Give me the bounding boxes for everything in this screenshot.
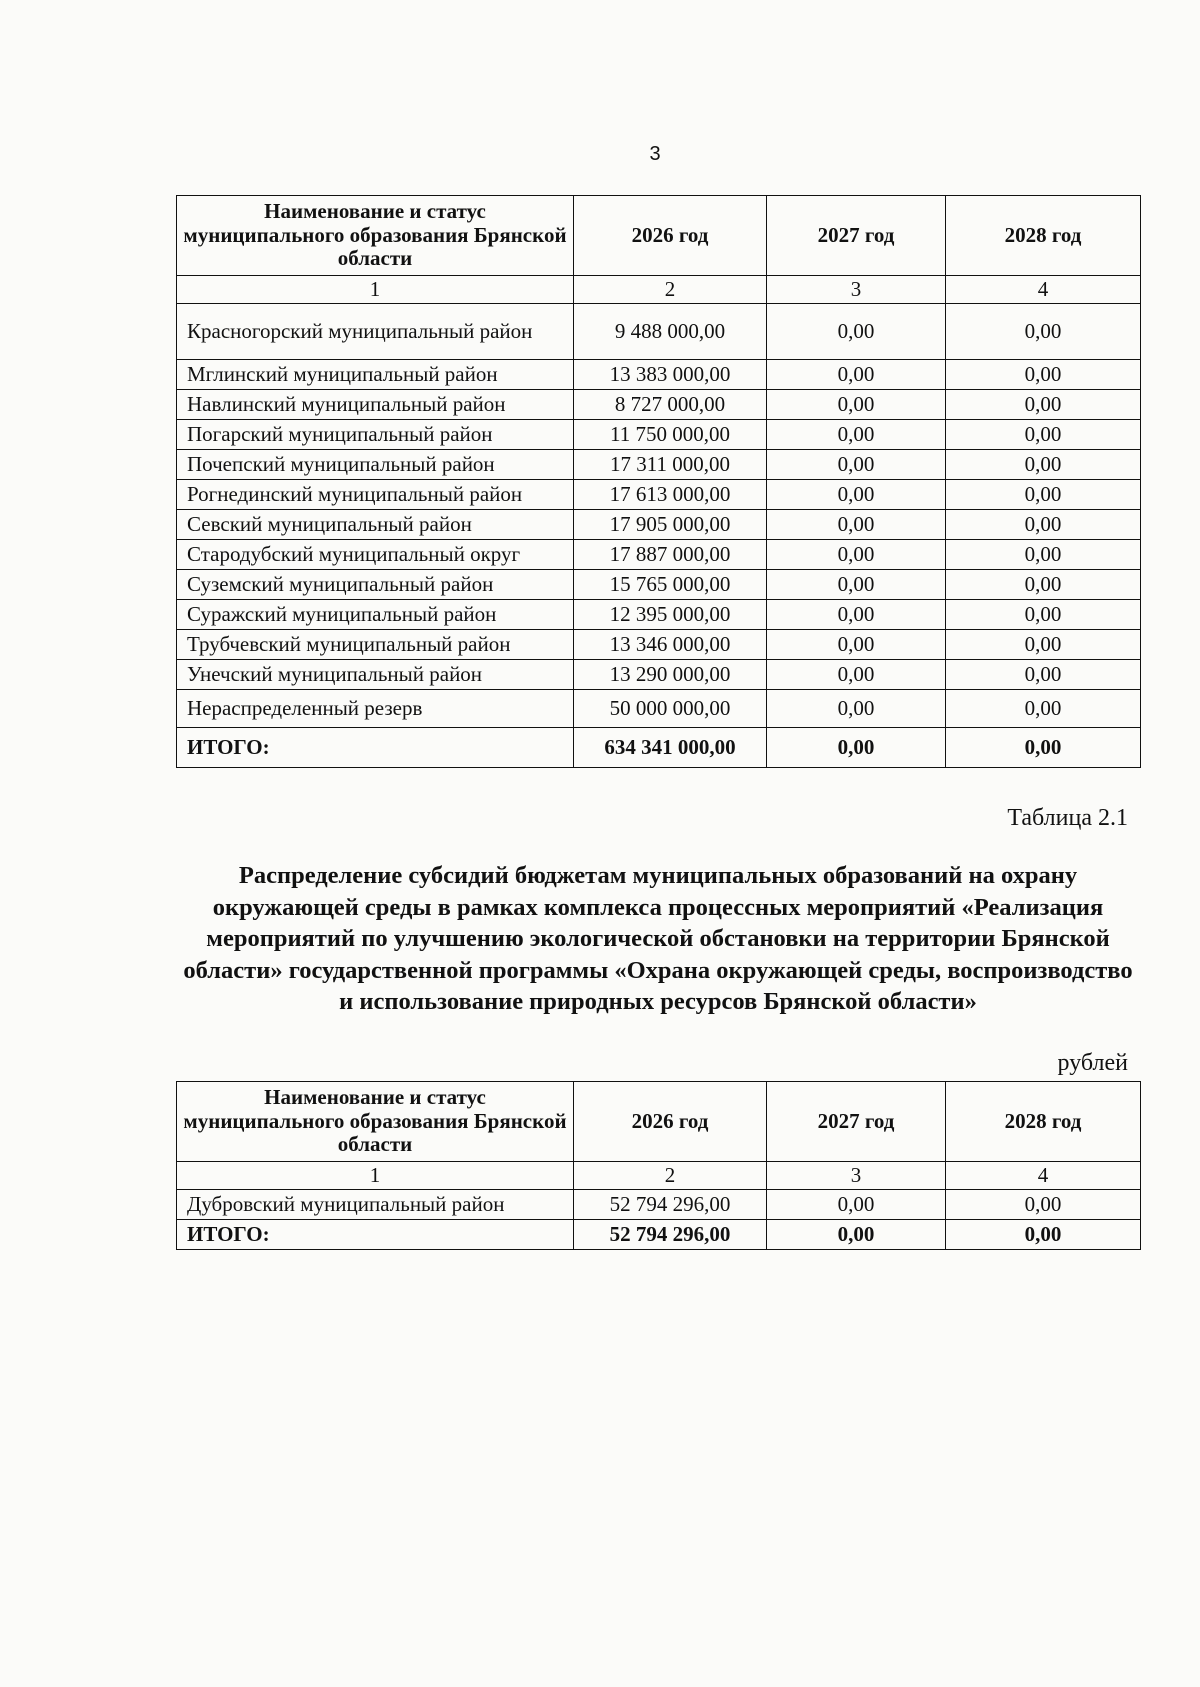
value-2027-cell: 0,00 (767, 390, 946, 420)
value-2028-cell: 0,00 (946, 1190, 1141, 1220)
header-2028: 2028 год (946, 1082, 1141, 1162)
total-label: ИТОГО: (177, 728, 574, 768)
value-2028-cell: 0,00 (946, 630, 1141, 660)
total-label: ИТОГО: (177, 1220, 574, 1250)
municipality-cell: Навлинский муниципальный район (177, 390, 574, 420)
total-2026: 52 794 296,00 (574, 1220, 767, 1250)
header-municipality: Наименование и статус муниципального образования Брянской области (177, 1082, 574, 1162)
value-2027-cell: 0,00 (767, 570, 946, 600)
total-row (177, 728, 1141, 768)
total-2026: 634 341 000,00 (574, 728, 767, 768)
column-index-row (177, 276, 1141, 304)
value-2027-cell: 0,00 (767, 360, 946, 390)
value-2028-cell: 0,00 (946, 450, 1141, 480)
municipality-cell: Суражский муниципальный район (177, 600, 574, 630)
value-2028-cell: 0,00 (946, 510, 1141, 540)
municipality-cell: Рогнединский муниципальный район (177, 480, 574, 510)
table-row (177, 304, 1141, 360)
distribution-table-2 (176, 1081, 1141, 1250)
table-header-row (177, 1082, 1141, 1162)
total-2028: 0,00 (946, 728, 1141, 768)
value-2027-cell: 0,00 (767, 480, 946, 510)
value-2026-cell: 17 887 000,00 (574, 540, 767, 570)
value-2028-cell: 0,00 (946, 360, 1141, 390)
table-row (177, 360, 1141, 390)
value-2027-cell: 0,00 (767, 690, 946, 728)
table-row (177, 570, 1141, 600)
value-2026-cell: 9 488 000,00 (574, 304, 767, 360)
value-2027-cell: 0,00 (767, 540, 946, 570)
header-2027: 2027 год (767, 1082, 946, 1162)
unit-label: рублей (1057, 1050, 1128, 1076)
value-2027-cell: 0,00 (767, 304, 946, 360)
value-2027-cell: 0,00 (767, 600, 946, 630)
index-cell: 4 (946, 276, 1141, 304)
municipality-cell: Почепский муниципальный район (177, 450, 574, 480)
municipality-cell: Трубчевский муниципальный район (177, 630, 574, 660)
value-2028-cell: 0,00 (946, 570, 1141, 600)
table-row (177, 450, 1141, 480)
value-2026-cell: 17 905 000,00 (574, 510, 767, 540)
value-2026-cell: 11 750 000,00 (574, 420, 767, 450)
municipality-cell: Нераспределенный резерв (177, 690, 574, 728)
table-row (177, 510, 1141, 540)
table-row (177, 630, 1141, 660)
value-2026-cell: 17 613 000,00 (574, 480, 767, 510)
value-2028-cell: 0,00 (946, 480, 1141, 510)
index-cell: 2 (574, 276, 767, 304)
municipality-cell: Погарский муниципальный район (177, 420, 574, 450)
total-2028: 0,00 (946, 1220, 1141, 1250)
index-cell: 1 (177, 276, 574, 304)
table-row (177, 390, 1141, 420)
index-cell: 3 (767, 1162, 946, 1190)
index-cell: 2 (574, 1162, 767, 1190)
total-row (177, 1220, 1141, 1250)
value-2026-cell: 12 395 000,00 (574, 600, 767, 630)
value-2027-cell: 0,00 (767, 660, 946, 690)
table-row (177, 480, 1141, 510)
municipality-cell: Стародубский муниципальный округ (177, 540, 574, 570)
header-municipality: Наименование и статус муниципального образования Брянской области (177, 196, 574, 276)
total-2027: 0,00 (767, 728, 946, 768)
municipality-cell: Мглинский муниципальный район (177, 360, 574, 390)
table-row (177, 690, 1141, 728)
value-2027-cell: 0,00 (767, 420, 946, 450)
table-row (177, 540, 1141, 570)
value-2028-cell: 0,00 (946, 540, 1141, 570)
municipality-cell: Суземский муниципальный район (177, 570, 574, 600)
table-title: Распределение субсидий бюджетам муниципальных образований на охрану окружающей среды в рамках комплекса процессных мероприятий «Реализация мероприятий по улучшению экологической обстановки на территории Брянской области» государственной программы «Охрана окружающей среды, воспроизводство и использование природных ресурсов Брянской области» (183, 862, 1133, 1015)
total-2027: 0,00 (767, 1220, 946, 1250)
index-cell: 1 (177, 1162, 574, 1190)
distribution-table-1 (176, 195, 1141, 768)
value-2026-cell: 15 765 000,00 (574, 570, 767, 600)
value-2028-cell: 0,00 (946, 690, 1141, 728)
table-row (177, 420, 1141, 450)
value-2028-cell: 0,00 (946, 390, 1141, 420)
value-2027-cell: 0,00 (767, 450, 946, 480)
municipality-cell: Унечский муниципальный район (177, 660, 574, 690)
index-cell: 3 (767, 276, 946, 304)
column-index-row (177, 1162, 1141, 1190)
header-2028: 2028 год (946, 196, 1141, 276)
table-label: Таблица 2.1 (1007, 805, 1128, 831)
header-2026: 2026 год (574, 1082, 767, 1162)
value-2026-cell: 13 346 000,00 (574, 630, 767, 660)
value-2026-cell: 13 383 000,00 (574, 360, 767, 390)
page-number: 3 (649, 143, 661, 165)
municipality-cell: Красногорский муниципальный район (177, 304, 574, 360)
index-cell: 4 (946, 1162, 1141, 1190)
municipality-cell: Дубровский муниципальный район (177, 1190, 574, 1220)
value-2027-cell: 0,00 (767, 630, 946, 660)
value-2028-cell: 0,00 (946, 600, 1141, 630)
table-row (177, 660, 1141, 690)
municipality-cell: Севский муниципальный район (177, 510, 574, 540)
value-2028-cell: 0,00 (946, 420, 1141, 450)
table-row (177, 1190, 1141, 1220)
value-2026-cell: 17 311 000,00 (574, 450, 767, 480)
header-2026: 2026 год (574, 196, 767, 276)
value-2027-cell: 0,00 (767, 1190, 946, 1220)
value-2026-cell: 8 727 000,00 (574, 390, 767, 420)
table-row (177, 600, 1141, 630)
header-2027: 2027 год (767, 196, 946, 276)
value-2027-cell: 0,00 (767, 510, 946, 540)
value-2028-cell: 0,00 (946, 304, 1141, 360)
value-2026-cell: 13 290 000,00 (574, 660, 767, 690)
table-header-row (177, 196, 1141, 276)
value-2028-cell: 0,00 (946, 660, 1141, 690)
value-2026-cell: 52 794 296,00 (574, 1190, 767, 1220)
value-2026-cell: 50 000 000,00 (574, 690, 767, 728)
